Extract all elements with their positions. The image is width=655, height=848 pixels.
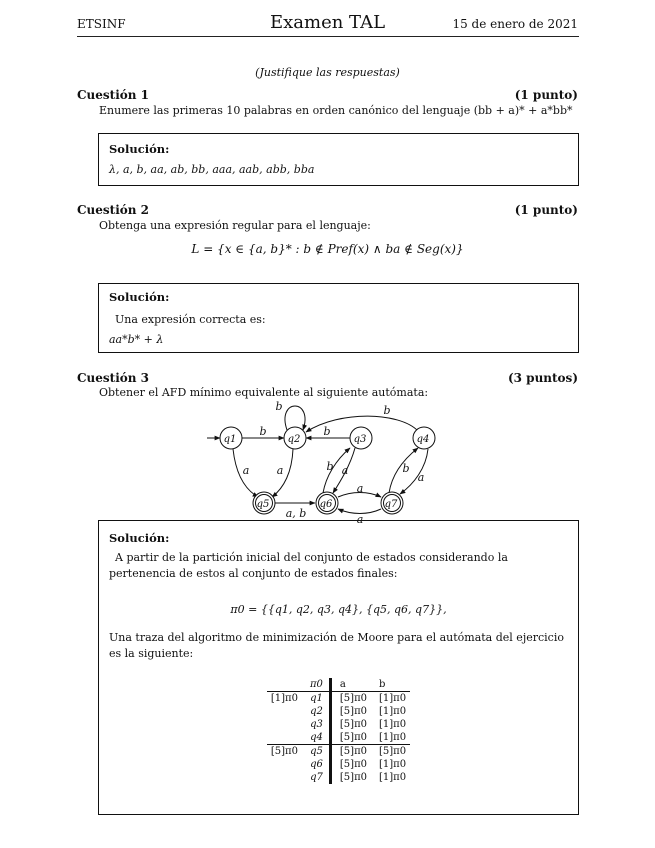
table-row [267,692,410,705]
q1-points: (1 punto) [514,88,578,102]
q2-solution-intro: Una expresión correcta es: [115,313,266,326]
label-q1-q2: b [259,425,267,438]
row-state: q4 [306,731,332,744]
header-left: ETSINF [77,17,126,31]
label-q5-q6: a, b [285,507,307,520]
label-q6-q3: b [326,460,334,473]
row-a: [5]π0 [339,706,368,717]
table-row [267,731,410,744]
row-class [267,718,306,731]
label-q7-q6: a [356,513,364,526]
q3-solution-label: Solución: [109,531,170,545]
label-state-q3: q3 [353,434,367,445]
q3-text: Obtener el AFD mínimo equivalente al siguiente autómata: [99,386,429,399]
row-class [267,705,306,718]
header-a: a [332,678,371,692]
q3-solution-box [98,520,579,815]
label-state-q6: q6 [319,499,333,510]
q1-title: Cuestión 1 [77,88,150,102]
row-class: [5]π0 [267,744,306,758]
edge-q2-loop [285,406,305,430]
row-b: [5]π0 [371,744,410,758]
label-q1-q5: a [242,464,250,477]
label-q6-q7: a [356,482,364,495]
row-state: q1 [306,692,332,705]
row-b: [1]π0 [379,719,407,730]
q3-solution-paragraph-1: A partir de la partición inicial del conjunto de estados considerando la pertenencia de estos al conjunto de estados finales: [109,551,508,580]
header-partition: π0 [306,678,332,692]
label-state-q4: q4 [416,434,430,445]
row-b: [1]π0 [379,693,407,704]
label-q7-q4: b [402,462,410,475]
header-b: b [371,678,410,692]
label-q2-q5: a [276,464,284,477]
q3-title: Cuestión 3 [77,371,150,385]
label-state-q2: q2 [287,434,301,445]
q1-text: Enumere las primeras 10 palabras en orden canónico del lenguaje (bb + a)* + a*bb* [99,104,573,117]
label-state-q5: q5 [256,499,270,510]
row-b: [1]π0 [379,732,407,743]
header-date: 15 de enero de 2021 [452,17,578,31]
row-b: [1]π0 [379,759,407,770]
q2-points: (1 punto) [514,203,578,217]
q3-points: (3 puntos) [507,371,578,385]
justify-note: (Justifique las respuestas) [255,66,400,79]
row-state: q6 [306,758,332,771]
row-state: q5 [306,744,332,758]
row-class: [1]π0 [270,693,298,704]
q2-text: Obtenga una expresión regular para el lenguaje: [99,219,371,232]
q2-equation: L = {x ∈ {a, b}* : b ∉ Pref(x) ∧ ba ∉ Seg(x)} [191,242,464,256]
label-state-q1: q1 [223,434,237,445]
label-state-q7: q7 [384,499,398,510]
row-b: [1]π0 [379,772,407,783]
table-row [267,771,410,784]
moore-table-wrap [99,678,578,784]
table-row [267,718,410,731]
row-a: [5]π0 [339,719,368,730]
row-a: [5]π0 [339,732,368,743]
q2-solution-text: aa*b* + λ [109,333,164,346]
table-row [267,744,410,758]
q3-solution-paragraph-2: Una traza del algoritmo de minimización de Moore para el autómata del ejercicio es la siguiente: [109,631,564,660]
row-class [267,771,306,784]
row-a: [5]π0 [339,693,368,704]
row-class [267,758,306,771]
label-q3-q6: a [341,464,349,477]
row-a: [5]π0 [339,772,368,783]
label-q3-q2: b [323,425,331,438]
row-class [267,731,306,744]
q1-solution-label: Solución: [109,142,170,156]
label-q4-q2: b [383,404,391,417]
row-b: [1]π0 [379,706,407,717]
q2-title: Cuestión 2 [77,203,150,217]
row-state: q3 [306,718,332,731]
table-row [267,705,410,718]
exam-title: Examen TAL [269,12,386,33]
row-state: q2 [306,705,332,718]
row-state: q7 [306,771,332,784]
q3-partition: π0 = {{q1, q2, q3, q4}, {q5, q6, q7}}, [230,603,447,616]
moore-table [267,678,410,784]
row-a: [5]π0 [332,744,371,758]
table-row [267,758,410,771]
row-a: [5]π0 [339,759,368,770]
moore-table-header [267,678,410,692]
q1-solution-text: λ, a, b, aa, ab, bb, aaa, aab, abb, bba [109,163,315,176]
q2-solution-label: Solución: [109,290,170,304]
label-q2-loop: b [275,400,283,413]
label-q4-q7: a [417,471,425,484]
